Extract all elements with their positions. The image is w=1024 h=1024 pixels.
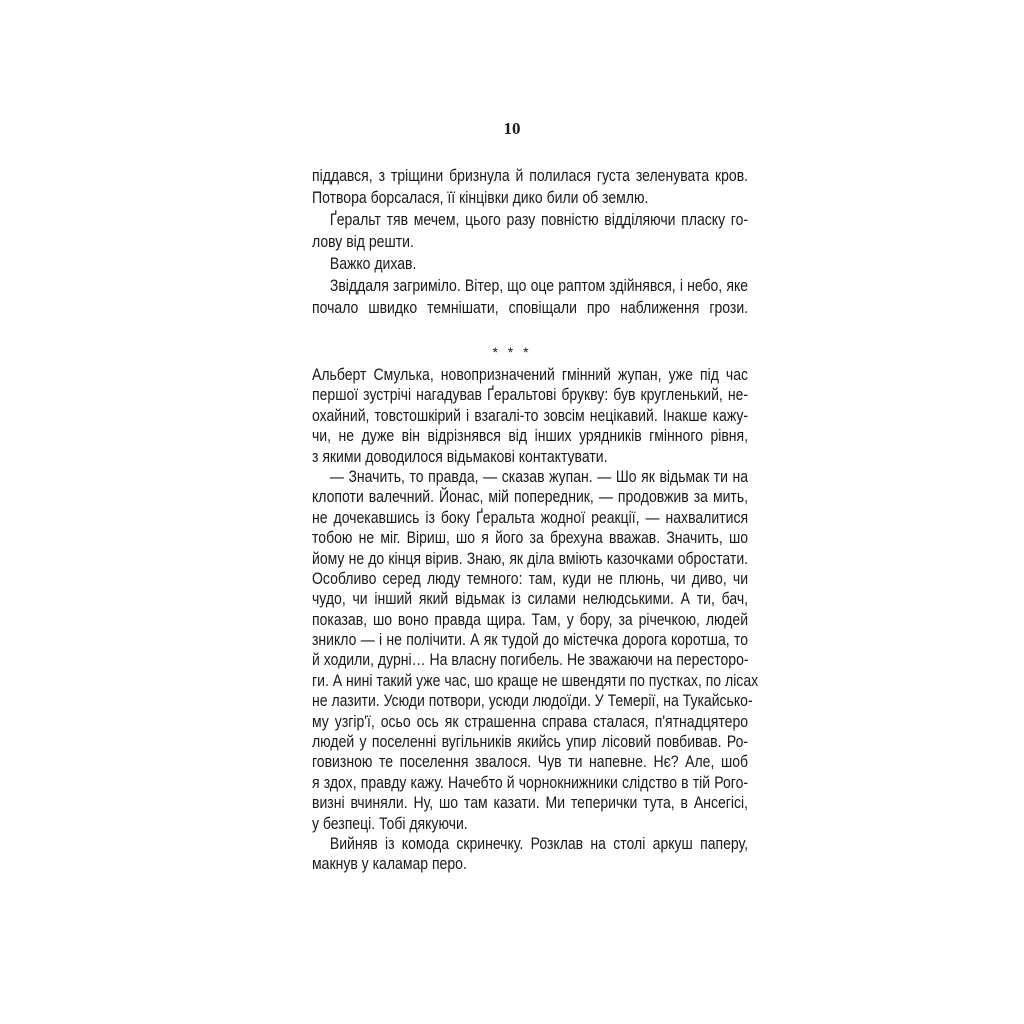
text-line: зникло — і не полічити. А як тудой до містечка дорога коротша, то [312,631,749,650]
text-line: лову від решти. [312,233,414,251]
text-line: не лазити. Усюди потвори, усюди людоїди. У Темерії, на Тукайсько- [312,692,753,711]
text-block-2 [312,365,759,875]
text-line: піддався, з тріщини бризнула й полилася густа зеленувата кров. [312,167,749,185]
text-line: показав, шо воно правда щира. Там, у бору, за річечкою, людей [312,610,749,629]
text-line: Звіддаля загриміло. Вітер, що оце раптом здійнявся, і небо, яке [329,277,749,295]
text-line: з якими доводилося відьмакові контактувати. [312,447,608,466]
text-line: тобою не міг. Віриш, шо я його за брехуна вважав. Значить, шо [312,529,749,548]
text-line: у безпеці. Тобі дякуючи. [312,814,468,833]
text-line: чудо, чи інший який відьмак із силами нелюдськими. А ти, бач, [312,590,749,609]
text-block-1 [312,165,748,319]
text-line: Вийняв із комода скринечку. Розклав на столі аркуш паперу, [329,834,749,853]
text-line: Важко дихав. [329,255,417,273]
text-line: макнув у каламар перо. [312,855,467,874]
text-line: Потвора борсалася, її кінцівки дико били об землю. [312,189,649,207]
text-line: я здох, правду кажу. Начебто й чорнокнижники слідство в тій Рого- [312,773,749,792]
text-line: не дочекавшись із боку Ґеральта жодної реакції, — нахвалитися [312,508,749,527]
page-number: 10 [503,119,521,138]
text-line: говизною те поселення звалося. Чув ти напевне. Нє? Але, шоб [312,753,749,772]
text-line: охайний, товстошкірий і взагалі-то зовсім нецікавий. Інакше кажу- [312,406,749,425]
text-line: ги. А нині такий уже час, шо краще не швендяти по пустках, по лісах [312,671,759,690]
text-line: першої зустрічі нагадував Ґеральтові брукву: був кругленький, не- [312,386,749,405]
text-line: почало швидко темнішати, сповіщали про наближення грози. [312,299,749,317]
text-line: Ґеральт тяв мечем, цього разу повністю відділяючи пласку го- [329,211,749,229]
text-line: Особливо серед люду темного: там, куди не плюнь, чи диво, чи [312,569,749,588]
text-line: клопоти валечний. Йонас, мій попередник, — продовжив за мить, [312,488,749,507]
section-separator: * * * [492,344,532,360]
text-line: людей у поселенні вугільників якийсь упир лісовий повбивав. Ро- [312,733,749,752]
text-line: й ходили, дурні… На власну погибель. Не зважаючи на пересторо- [312,651,749,670]
text-line: Альберт Смулька, новопризначений гмінний жупан, уже під час [312,366,749,384]
text-line: визні вчиняли. Ну, шо там казати. Ми теперички тута, в Ансегісі, [312,794,749,813]
text-line: чи, не дуже він відрізнявся від інших урядників гмінного рівня, [312,427,749,446]
text-line: йому не до кінця вірив. Знаю, як діла вміють казочками обростати. [312,549,749,568]
text-line: му узгір'ї, осьо ось як страшенна справа сталася, п'ятнадцятеро [312,712,749,731]
text-line: — Значить, то правда, — сказав жупан. — Шо як відьмак ти на [329,467,749,486]
